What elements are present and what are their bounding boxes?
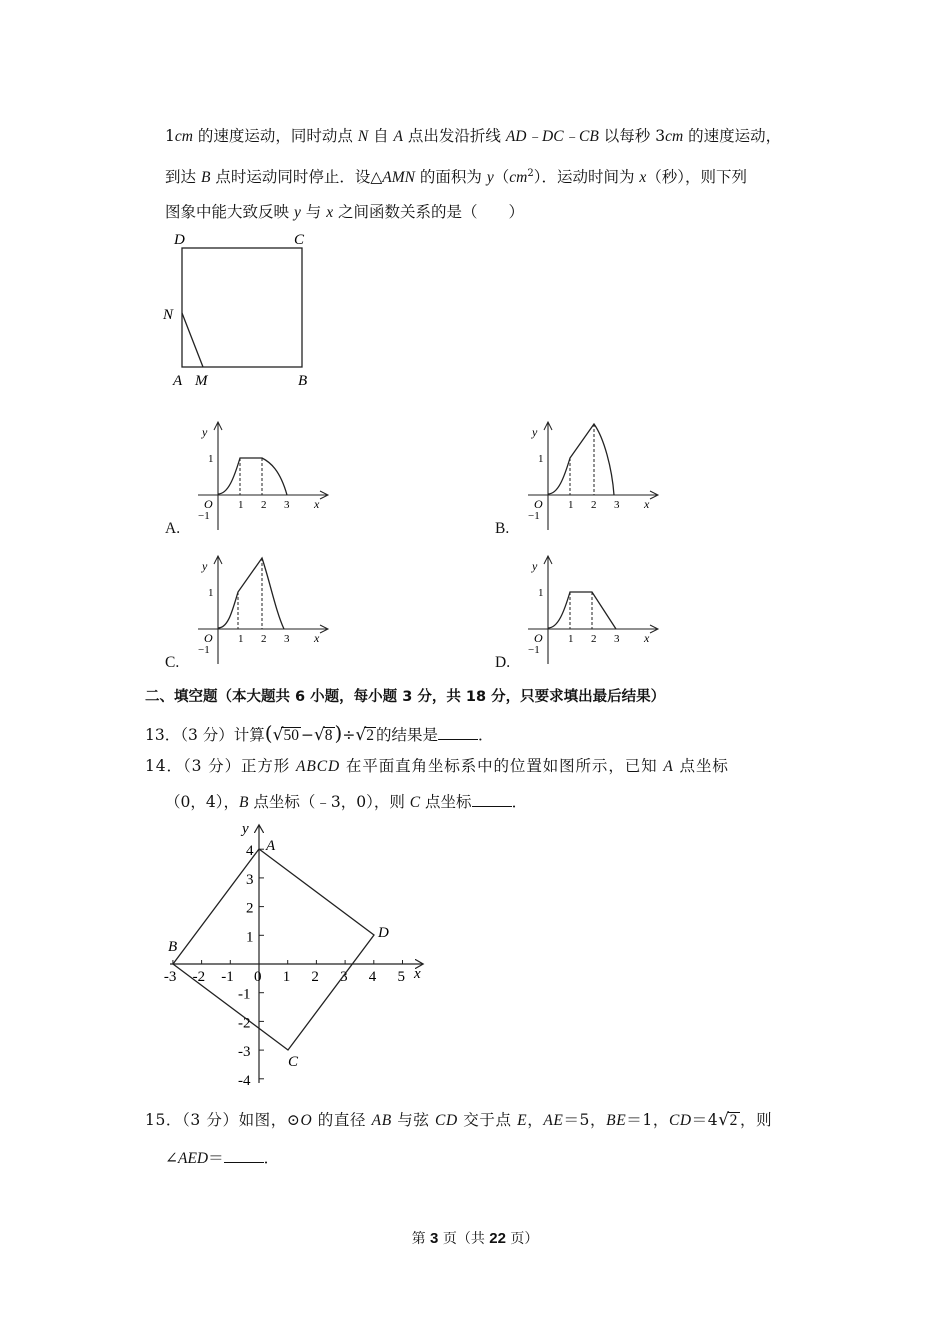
radical-icon: √ [272,725,284,745]
text: ＝1， [626,1111,669,1129]
text: C [409,794,421,811]
q12-line3 [165,201,524,224]
graph-body [528,422,658,530]
x-tick-label: 2 [311,969,319,985]
y-tick-label: -4 [238,1072,251,1089]
text: B [238,794,249,811]
text: 的面积为 [414,168,487,187]
text: 交于点 [457,1111,518,1129]
answer-blank[interactable] [438,725,478,740]
text: 的结果是 [375,726,438,744]
tick-label-x1: 1 [238,499,244,511]
text: ． [511,793,528,811]
function-curve [218,558,284,629]
tick-label-x3: 3 [614,633,620,645]
label-m: M [195,373,208,389]
page-number: 3 [430,1230,439,1247]
radical-icon: √ [313,725,325,745]
tick-label-x3: 3 [284,499,290,511]
text: （ [493,168,510,187]
function-curve [218,458,287,495]
option-d-label: D. [495,654,511,671]
label-d: D [378,925,389,941]
label-a: A [173,373,183,389]
text: （0，4）， [165,793,239,811]
tick-label-x3: 3 [284,633,290,645]
text: A [663,758,674,775]
text: （3 分）计算 [180,726,265,744]
tick-label-y1: 1 [208,453,214,465]
axis-label-x: x [644,497,650,511]
graph-a [190,418,335,533]
origin-label: O [534,631,543,645]
tick-label-x2: 2 [261,633,267,645]
graph-c [190,552,335,667]
y-tick-label: -2 [238,1015,251,1032]
label-b: B [298,373,308,389]
q14-line1 [145,755,729,778]
function-curve [548,424,614,495]
x-tick-label: -2 [192,969,206,985]
tick-label-x1: 1 [568,633,574,645]
tick-label-yneg1: −1 [528,644,540,656]
circle-dot-icon: ⊙ [286,1111,301,1129]
q15-line1 [145,1109,772,1132]
text: 与弦 [391,1111,436,1129]
text: 自 [368,127,394,145]
graph-body [528,556,658,664]
text: A [393,128,403,145]
tick-label-y1: 1 [208,587,214,599]
y-tick-label: 4 [246,843,254,860]
y-tick-label: -1 [238,986,251,1003]
text: ． [263,1149,280,1167]
answer-blank[interactable] [472,792,512,807]
tick-label-x3: 3 [614,499,620,511]
text: ＝5， [563,1111,607,1129]
text: cm [665,128,684,145]
segment-nm [182,313,203,367]
tick-label-x1: 1 [568,499,574,511]
text: ，则 [740,1111,773,1129]
text: ）．运动时间为 [533,168,640,187]
section2-title: 二、填空题（本大题共 6 小题，每小题 3 分，共 18 分，只要求填出最后结果） [145,689,666,705]
question-number: 14． [145,757,183,775]
x-tick-label: 0 [254,969,262,985]
text: N [357,128,369,145]
graph-b [520,418,665,533]
question-number: 13． [145,726,181,744]
q12-line2 [165,163,747,189]
label-b: B [168,939,178,955]
radicand: 50 [283,727,299,744]
text: 之间函数关系的是（ ） [333,203,525,221]
page-footer [0,1228,950,1248]
text: 以每秒 3 [598,127,666,145]
text: 的速度运动， [683,127,782,145]
paren: ) [334,721,343,745]
square-figure [160,228,320,393]
q13 [145,722,493,746]
question-number: 15． [145,1111,183,1129]
text: 的速度运动，同时动点 [192,127,358,145]
text: AB [371,1112,392,1129]
square [182,248,302,367]
function-curve [548,592,616,629]
text: − [300,726,314,744]
radical-icon: √ [718,1110,730,1130]
x-tick-label: 4 [368,969,377,985]
text: x [639,169,647,187]
option-c-label: C. [165,654,180,671]
label-a: A [266,838,276,854]
text: （秒），则下列 [646,168,748,187]
radical-icon: √ [355,725,367,745]
y-tick-label: -3 [238,1044,251,1061]
axis-label-x: x [314,631,320,645]
x-tick-label: -3 [163,969,177,985]
origin-label: O [204,497,213,511]
graph-body [198,556,328,664]
q15-line2 [165,1147,279,1170]
label-c: C [294,232,305,248]
graph-d [520,552,665,667]
superscript: 2 [527,168,534,179]
text: ÷ [342,726,356,744]
axis-label-y: y [532,559,538,573]
tick-label-x1: 1 [238,633,244,645]
q14-line2 [165,791,527,814]
text: CD [668,1112,692,1129]
tick-label-x2: 2 [591,499,597,511]
tick-label-yneg1: −1 [198,644,210,656]
text: CD [435,1112,458,1129]
q12-line1 [165,125,781,148]
text: AED [178,1150,209,1167]
label-c: C [288,1054,299,1070]
text: E [517,1112,528,1129]
text: ＝4 [691,1111,719,1129]
text: 与 [300,203,327,221]
text: 点出发沿折线 [402,127,506,145]
text: AD﹣DC﹣CB [505,128,599,145]
radicand: 8 [324,727,333,744]
axis-label-y: y [532,425,538,439]
text: BE [606,1112,627,1129]
text: ∠ [165,1149,178,1167]
text: 点时运动同时停止．设△ [210,168,383,187]
text: y [486,169,494,187]
y-tick-label: 3 [246,871,254,888]
text: ． [477,726,494,744]
axis-label-x: x [314,497,320,511]
text: 点坐标 [673,757,729,775]
text: 点坐标 [420,793,472,811]
text: ＝ [208,1149,224,1167]
text: B [200,169,211,187]
option-a-label: A. [165,520,181,537]
axis-label-y: y [202,559,208,573]
text: cm [509,169,528,187]
paren: ( [264,721,273,745]
text: 页） [505,1231,539,1247]
text: ， [527,1111,544,1129]
text: O [300,1112,313,1129]
tick-label-yneg1: −1 [528,510,540,522]
axis-label-x: x [644,631,650,645]
tick-label-y1: 1 [538,453,544,465]
text: AE [543,1112,564,1129]
text: 到达 [165,168,201,187]
answer-blank[interactable] [224,1148,264,1163]
label-n: N [163,307,174,323]
option-b-label: B. [495,520,510,537]
text: 页（共 [438,1231,490,1247]
text: AMN [382,169,415,187]
text: （3 分）正方形 [182,757,297,775]
radicand: 2 [366,727,374,744]
tick-label-x2: 2 [261,499,267,511]
radicand: 2 [729,1112,739,1129]
page-total: 22 [489,1230,506,1247]
text: 在平面直角坐标系中的位置如图所示，已知 [340,757,664,775]
axis-label-x: x [414,966,421,982]
square-abcd [173,849,374,1050]
text: 1 [165,127,175,145]
y-ticks [238,843,264,1089]
text: 点坐标（﹣3，0），则 [248,793,410,811]
tick-label-y1: 1 [538,587,544,599]
label-d: D [174,232,185,248]
coordinate-figure [160,818,440,1093]
text: y [293,204,301,221]
y-tick-label: 1 [246,929,254,946]
text: 第 [411,1231,431,1247]
text: （3 分）如图， [182,1111,287,1129]
origin-label: O [204,631,213,645]
text: x [326,204,334,221]
x-tick-label: 5 [397,969,405,985]
axis-label-y: y [202,425,208,439]
y-tick-label: 2 [246,900,254,917]
text: cm [174,128,193,145]
origin-label: O [534,497,543,511]
text: ABCD [296,758,341,775]
x-tick-label: 1 [282,969,291,985]
graph-body [198,422,328,530]
x-tick-label: 3 [340,969,348,985]
text: 的直径 [312,1111,372,1129]
tick-label-x2: 2 [591,633,597,645]
axis-label-y: y [242,821,249,837]
tick-label-yneg1: −1 [198,510,210,522]
text: 图象中能大致反映 [165,203,294,221]
x-tick-label: -1 [221,969,234,985]
